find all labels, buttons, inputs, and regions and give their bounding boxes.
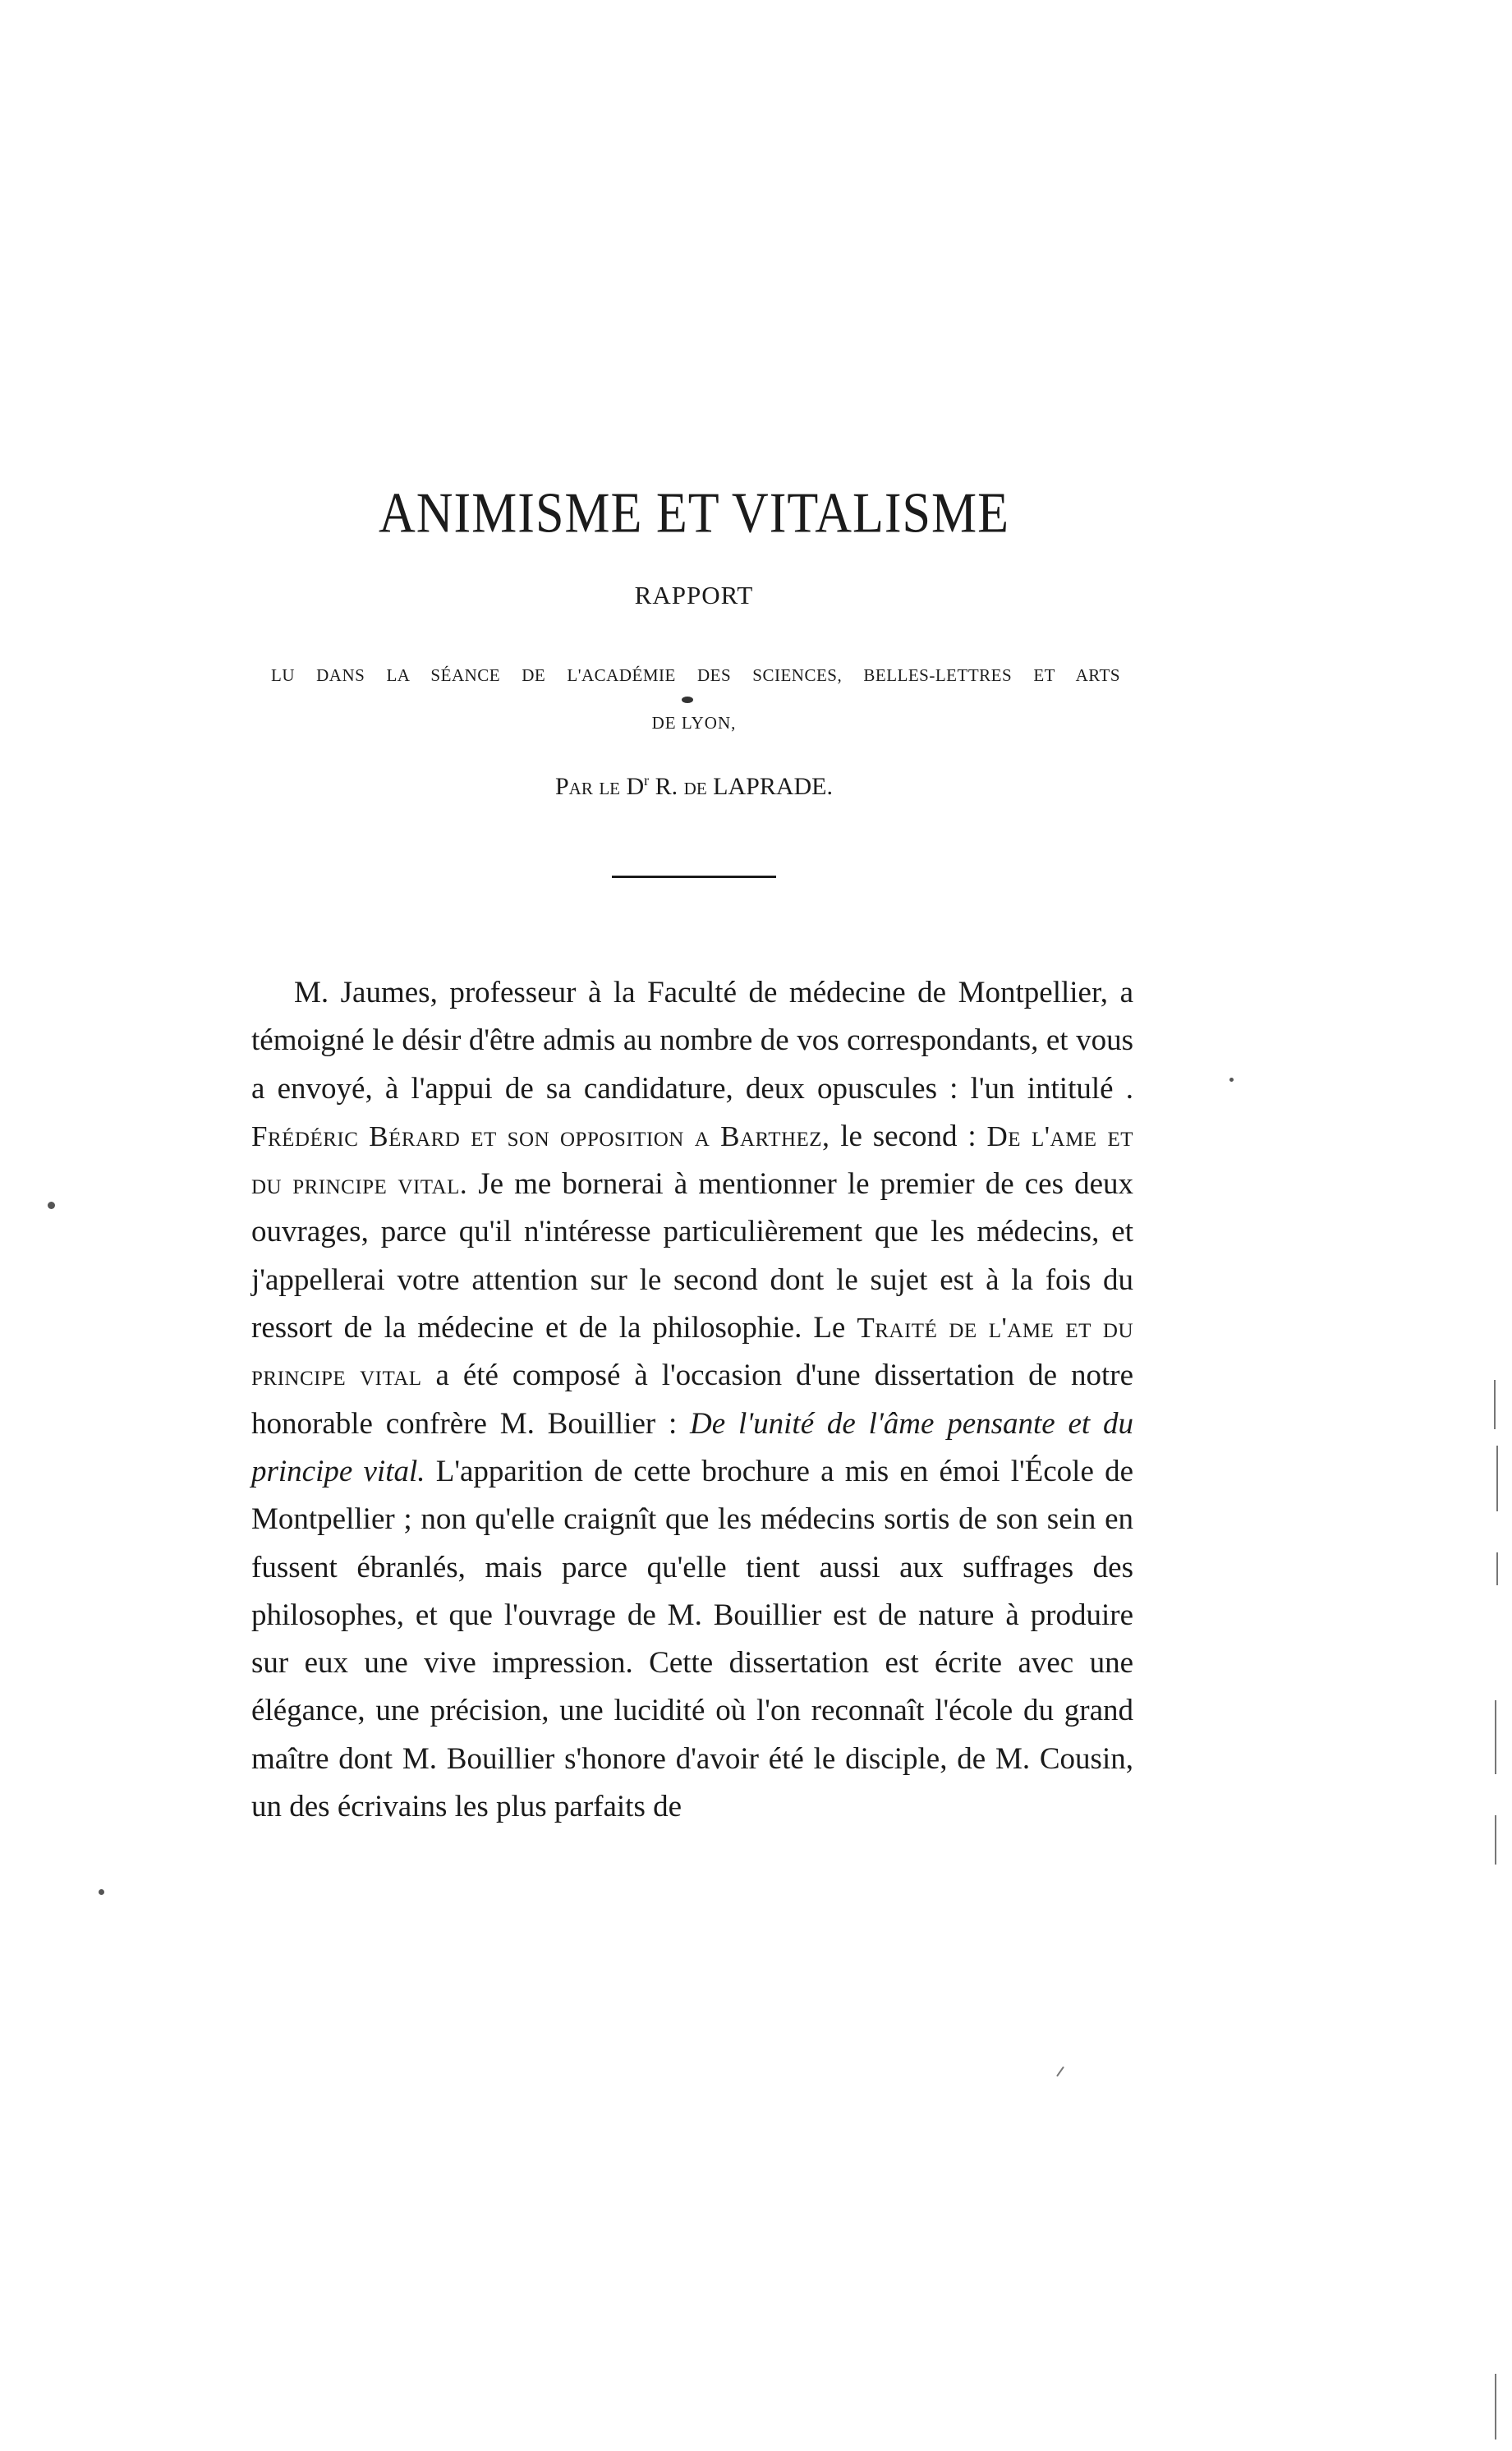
scan-speck [99, 1889, 104, 1895]
body-text-3: Je me bornerai à mentionner le premier de ces deux ouvrages, parce qu'il n'intéresse particulièrement que les médecins, et j'appellerai votre attention sur le second dont le sujet est à la fois du ressort de la médecine et de la philosophie. Le [251, 1167, 1134, 1345]
body-text-4: a été composé à l'occasion d'une dissertation de notre honorable confrère M. Bouillier : [251, 1359, 1133, 1441]
cited-work-bouillier: De l'unité de l'âme pensante et du principe vital. [251, 1406, 1133, 1488]
scan-line [1496, 1446, 1498, 1511]
body-text-5: L'apparition de cette brochure a mis en émoi l'École de Montpellier ; non qu'elle craignît que les médecins sortis de son sein en fussent ébranlés, mais parce qu'elle tient aussi aux suffrages des philosophes, et que l'ouvrage de M. Bouillier est de nature à produire sur eux une vive impression. Cette dissertation est écrite avec une élégance, une précision, une lucidité où l'on reconnaît l'école du grand maître dont M. Bouillier s'honore d'avoir été le disciple, de M. Cousin, un des écrivains les plus parfaits de [251, 1454, 1133, 1824]
cited-work-berard: Frédéric Bérard et son opposition a Barthez, [251, 1120, 830, 1152]
scan-line [1495, 2374, 1496, 2440]
author-prefix: Par le D [554, 773, 645, 800]
scan-speck [1229, 1078, 1234, 1082]
body-paragraph [251, 969, 1133, 1831]
place-line: DE LYON, [651, 713, 737, 733]
scan-line [1495, 1700, 1496, 1774]
section-divider [612, 876, 776, 878]
body-text-1: M. Jaumes, professeur à la Faculté de médecine de Montpellier, a témoigné le désir d'être admis au nombre de vos correspondants, et vous a envoyé, à l'appui de sa candidature, deux opuscules : l'un intitulé . [251, 976, 1133, 1106]
cited-work-ame: De l'ame et du principe vital. [251, 1120, 1133, 1201]
author-line [0, 772, 1388, 801]
author-initial: R. [649, 773, 684, 800]
scan-line [1494, 1380, 1496, 1429]
scan-line [1496, 1552, 1498, 1585]
scan-line [1495, 1815, 1496, 1865]
subtitle: RAPPORT [634, 581, 754, 609]
scan-speck [48, 1202, 55, 1209]
body-text-2: le second : [830, 1119, 987, 1153]
author-title-sup: r [644, 772, 650, 789]
cited-work-traite: Traité de l'ame et du principe vital [251, 1312, 1133, 1392]
scan-line [1056, 2067, 1064, 2077]
page-title: ANIMISME ET VITALISME [378, 482, 1010, 545]
read-at-line: LU DANS LA SÉANCE DE L'ACADÉMIE DES SCIENCES, BELLES-LETTRES ET ARTS [271, 665, 1120, 685]
author-particle: de [683, 773, 707, 800]
ink-mark [682, 697, 693, 703]
author-name: LAPRADE. [706, 773, 834, 800]
